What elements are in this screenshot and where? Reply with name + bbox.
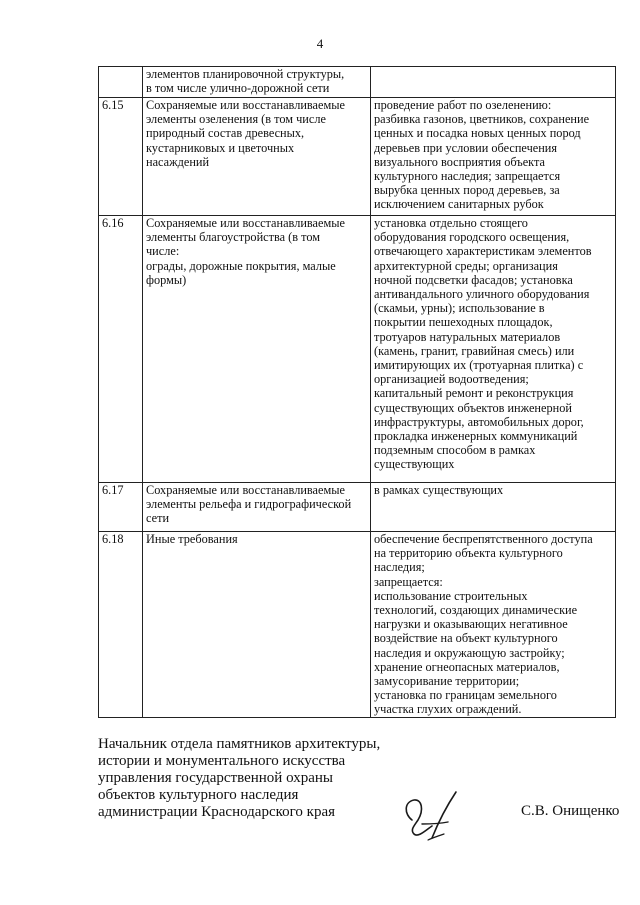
signatory-position: Начальник отдела памятников архитектуры, истории и монументального искусства управления государственной охраны объектов культурного наследия администрации Краснодарского края	[98, 736, 381, 820]
requirement-cell: обеспечение беспрепятственного доступа на территорию объекта культурного наследия; запрещается: использование строительных технологий, создающих динамические нагрузки и оказывающих негативное воздействие на объект культурного наследия и окружающую застройку; хранение огнеопасных материалов, замусоривание территории; установка по границам земельного участка глухих ограждений.	[371, 532, 616, 718]
table-row	[99, 67, 616, 98]
row-number-cell	[99, 67, 143, 98]
table-row	[99, 98, 616, 216]
element-cell: Сохраняемые или восстанавливаемые элементы рельефа и гидрографической сети	[143, 483, 371, 532]
element-cell: Сохраняемые или восстанавливаемые элементы благоустройства (в том числе: ограды, дорожные покрытия, малые формы)	[143, 216, 371, 483]
row-number-cell: 6.15	[99, 98, 143, 216]
signatory-name: С.В. Онищенко	[521, 803, 620, 819]
page-number: 4	[316, 36, 324, 51]
row-number-cell: 6.18	[99, 532, 143, 718]
handwritten-signature	[398, 790, 470, 853]
requirement-cell: установка отдельно стоящего оборудования городского освещения, отвечающего характеристикам элементов архитектурной среды; организация ночной подсветки фасадов; установка антивандального уличного оборудования (скамьи, урны); использование в покрытии пешеходных площадок, тротуаров натуральных материалов (камень, гранит, гравийная смесь) или имитирующих их (тротуарная плитка) с организацией водоотведения; капитальный ремонт и реконструкция существующих объектов инженерной инфраструктуры, автомобильных дорог, прокладка инженерных коммуникаций подземным способом в рамках существующих	[371, 216, 616, 483]
requirement-cell	[371, 67, 616, 98]
row-number-cell: 6.16	[99, 216, 143, 483]
requirements-table	[98, 66, 616, 718]
requirement-cell: в рамках существующих	[371, 483, 616, 532]
table-row	[99, 216, 616, 483]
element-cell: Сохраняемые или восстанавливаемые элементы озеленения (в том числе природный состав древесных, кустарниковых и цветочных насаждений	[143, 98, 371, 216]
row-number-cell: 6.17	[99, 483, 143, 532]
table-row	[99, 532, 616, 718]
element-cell: Иные требования	[143, 532, 371, 718]
element-cell: элементов планировочной структуры, в том числе улично-дорожной сети	[143, 67, 371, 98]
requirement-cell: проведение работ по озеленению: разбивка газонов, цветников, сохранение ценных и посадка новых ценных пород деревьев при условии обеспечения визуального восприятия объекта культурного наследия; запрещается вырубка ценных пород деревьев, за исключением санитарных рубок	[371, 98, 616, 216]
table-row	[99, 483, 616, 532]
